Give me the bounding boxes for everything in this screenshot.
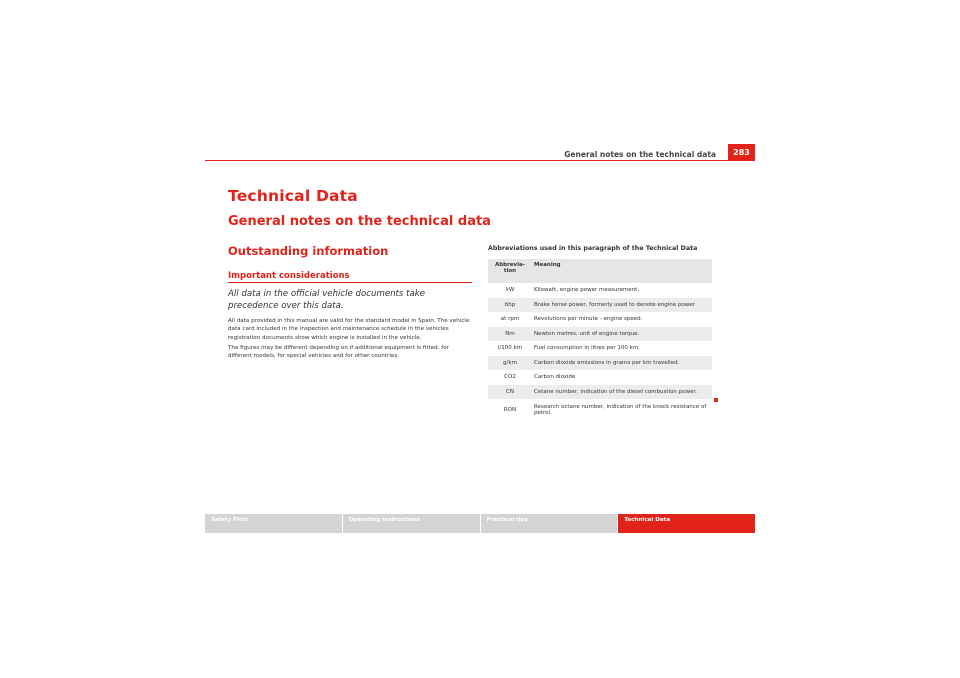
table-row xyxy=(488,356,712,371)
table-header-row xyxy=(488,259,712,283)
table-row xyxy=(488,385,712,400)
abbreviation-cell: CN xyxy=(488,385,532,400)
paragraph: The figures may be different depending on if additional equipment is fitted, for different models, for special vehicles and for other countries. xyxy=(228,344,449,360)
subsection-heading: Outstanding information xyxy=(228,244,389,258)
abbreviation-cell: CO2 xyxy=(504,374,516,381)
page-number: 283 xyxy=(728,144,755,160)
abbreviation-cell: Nm xyxy=(488,327,532,342)
table-row xyxy=(488,283,712,298)
paragraph: All data provided in this manual are valid for the standard model in Spain. The vehicle data card included in the inspection and maintenance schedule in the vehicles registration documents show which engine is installed in the vehicle. xyxy=(228,318,470,341)
abbreviations-table xyxy=(488,259,712,421)
table-caption: Abbreviations used in this paragraph of the Technical Data xyxy=(488,245,698,252)
meaning-cell: Carbon dioxide emissions in grams per km travelled. xyxy=(532,356,712,371)
lead-paragraph: All data in the official vehicle documents take precedence over this data. xyxy=(228,289,426,311)
meaning-cell: Newton metres, unit of engine torque. xyxy=(532,327,712,342)
footer-tab-practical-tips[interactable]: Practical tips xyxy=(480,514,618,533)
header-abbreviation: Abbrevia- tion xyxy=(488,259,532,283)
meaning-cell: Revolutions per minute - engine speed. xyxy=(534,316,643,323)
abbreviation-cell: RON xyxy=(503,407,517,413)
meaning-cell: Fuel consumption in litres per 100 km. xyxy=(534,345,640,352)
footer-tab-safety-first[interactable]: Safety First xyxy=(205,514,342,533)
meaning-cell: Carbon dioxide xyxy=(534,374,576,381)
table-row xyxy=(488,399,712,421)
abbreviation-cell: kW xyxy=(505,287,515,294)
meaning-cell: Kilowatt, engine power measurement. xyxy=(534,287,640,294)
section-end-marker xyxy=(714,398,718,402)
topic-rule xyxy=(228,282,472,283)
abbreviation-cell: l/100 km xyxy=(497,345,523,352)
table-row xyxy=(488,341,712,356)
abbreviation-cell: bhp xyxy=(488,298,532,313)
header-meaning: Meaning xyxy=(532,259,712,283)
section-heading: General notes on the technical data xyxy=(228,214,491,229)
footer-nav xyxy=(205,514,755,533)
table-row xyxy=(488,312,712,327)
table-row xyxy=(488,370,712,385)
meaning-cell: Research octane number, indication of the knock resistance of petrol. xyxy=(534,404,707,416)
header-rule xyxy=(205,160,755,161)
abbreviation-cell: at rpm xyxy=(500,316,520,323)
running-header-title: General notes on the technical data xyxy=(564,150,716,159)
footer-tab-operating-instructions[interactable]: Operating instructions xyxy=(342,514,480,533)
body-text xyxy=(228,317,472,362)
footer-tab-technical-data[interactable]: Technical Data xyxy=(617,514,755,533)
meaning-cell: Cetane number, indication of the diesel combustion power. xyxy=(532,385,712,400)
table-row xyxy=(488,298,712,313)
meaning-cell: Brake horse power, formerly used to denote engine power xyxy=(532,298,712,313)
chapter-heading: Technical Data xyxy=(228,187,358,205)
abbreviation-cell: g/km xyxy=(488,356,532,371)
topic-heading: Important considerations xyxy=(228,271,350,281)
table-row xyxy=(488,327,712,342)
